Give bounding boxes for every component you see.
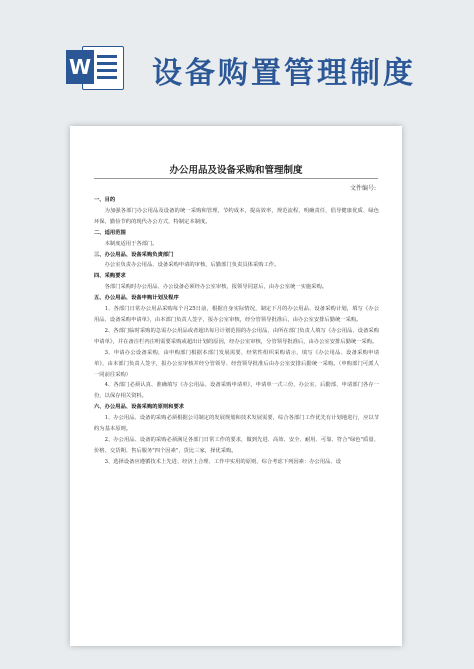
section-heading: 四、采购要求 (94, 273, 126, 280)
body-paragraph: 各部门采购时办公用品、办公设备必须经办公室审核，报领导同意后，由办公室统一实施采购。 (104, 284, 328, 291)
body-paragraph: 为加强各部门办公用品及设备的统一采购和管理，节约成本，提高效率，规范流程，明确责任，倡导健康优质、绿色环保、勤俭节约的现代办公方式，特制定本制度。 (94, 207, 379, 225)
section-heading: 五、办公用品、设备申购计划及程序 (94, 295, 179, 302)
body-paragraph: 本制度适用于各部门。 (104, 240, 158, 247)
body-paragraph: 3、申请办公设备采购，由申购部门根据本部门发展需要，经常性组织采购请示，填写《办公用品、设备采购申请单》，由本部门负责人签字，报办公室审核并经分管领导、经营领导批准后由办公室安排后勤统一采购。（申购部门可派人一同前往采购） (94, 349, 379, 378)
section-heading: 一、目的 (94, 197, 116, 203)
section-heading: 六、办公用品、设备采购的原则和要求 (94, 404, 185, 411)
body-paragraph: 2、办公用品、设备的采购必须满足各部门日常工作的要求，做到先进、高效、安全、耐用、可靠、符合"绿色"质量、价格、交货期、售后服务"四个因素"，货比三家，择优采购。 (94, 436, 379, 454)
title-divider (94, 178, 378, 179)
body-paragraph: 4、各部门必须认真、准确填写《办公用品、设备采购申请单》，申请单一式三份，办公室、后勤部、申请部门各存一份，以保存相关资料。 (94, 382, 379, 400)
body-paragraph: 办公室负责办公用品、设备采购申请的审核，后勤部门负责具体采购工作。 (104, 262, 280, 269)
document-number-label: 文件编号: (349, 185, 376, 192)
section-heading: 三、办公用品、设备采购负责部门 (94, 251, 174, 258)
body-paragraph: 1、各部门日常办公用品采购每个月25日前，根据自身实际情况，制定下月的办公用品、设备采购计划，填写《办公用品、设备采购申请单》，由本部门负责人签字，报办公室审核，经分管领导批准后，由办公室安排后勤统一采购。 (94, 306, 379, 323)
document-title: 办公用品及设备采购和管理制度 (169, 165, 303, 176)
body-paragraph: 3、选择设备应遵循技术上先进、经济上合理、工作中实用的原则，综合考虑下列因素：办公用品、设 (104, 458, 342, 465)
banner (0, 0, 474, 118)
banner-title: 设备购置管理制度 (152, 56, 416, 91)
document-body (94, 195, 379, 468)
section-heading: 二、适用范围 (94, 229, 126, 236)
document-page (70, 126, 402, 646)
body-paragraph: 2、各部门临时采购的急需办公用品或者超出每月计划范围的办公用品，由所在部门负责人填写《办公用品、设备采购申请单》，并在备注栏内注明需要采购或超出计划的原因，经办公室审核，分管领导批准后，由办公室安排后勤统一采购。 (94, 327, 379, 345)
word-logo-letter: W (66, 50, 94, 84)
body-paragraph: 1、办公用品、设备的采购必须根据公司制定的发展规划和技术发展需要，综合各部门工作优先有计划地进行，应以节约为基本原则。 (94, 415, 379, 433)
word-icon (66, 44, 124, 90)
